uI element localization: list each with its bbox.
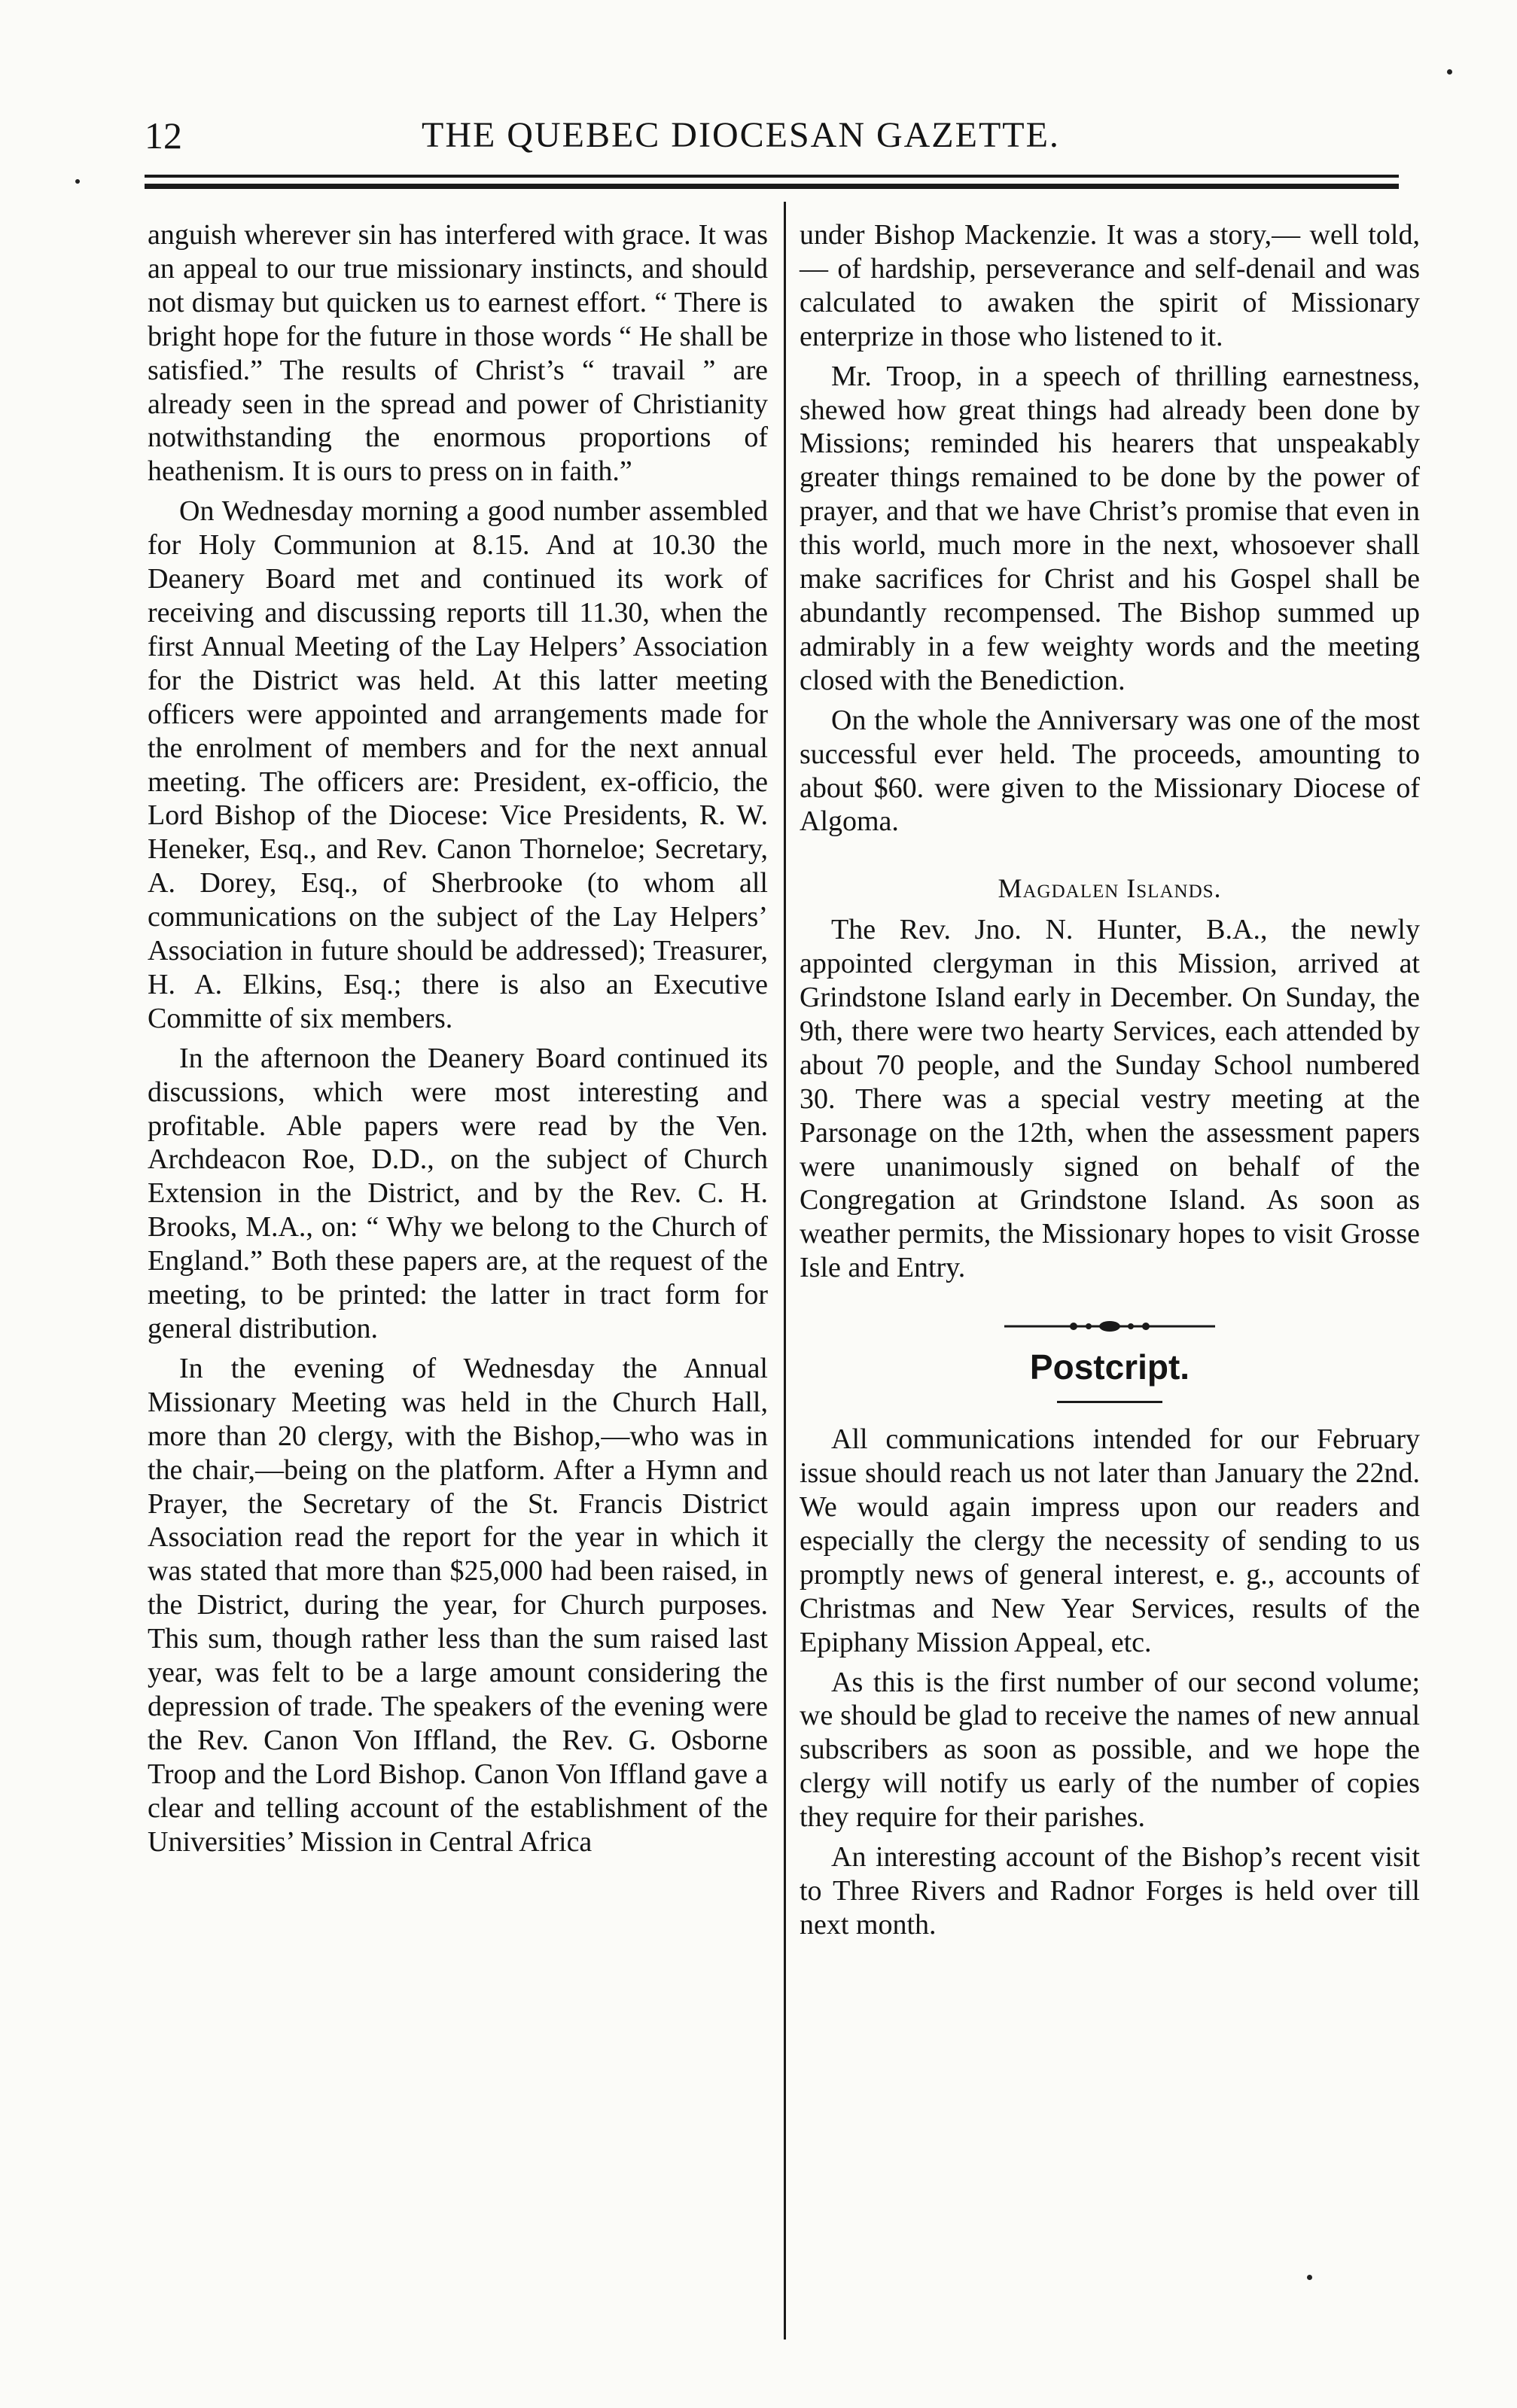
- right-paragraph-4: The Rev. Jno. N. Hunter, B.A., the newly appointed clergyman in this Mission, arrived at Grindstone Island early in December. On Sunday, the 9th, there were two hearty Services, each attended by about 70 people, and the Sunday School numbered 30. There was a special vestry meeting at the Parsonage on the 12th, when the assessment papers were unanimously signed on behalf of the Congregation at Grindstone Island. As soon as weather permits, the Missionary hopes to visit Grosse Isle and Entry.: [800, 914, 1420, 1284]
- right-paragraph-6: As this is the first number of our second volume; we should be glad to receive the names of new annual subscribers as soon as possible, and we hope the clergy will notify us early of the number of copies they require for their parishes.: [800, 1666, 1420, 1834]
- right-column: [800, 218, 1420, 1948]
- right-paragraph-1: under Bishop Mackenzie. It was a story,— well told, — of hardship, perseverance and self-denail and was calculated to awaken the spirit of Missionary enterprize in those who listened to it.: [800, 219, 1420, 352]
- header-rule-thin: [145, 175, 1399, 178]
- left-column: [148, 218, 768, 1865]
- right-paragraph-5: All communications intended for our February issue should reach us not later than January the 22nd. We would again impress upon our readers and especially the clergy the necessity of sending to us promptly news of general interest, e. g., accounts of Christmas and New Year Services, results of the Epiphany Mission Appeal, etc.: [800, 1423, 1420, 1658]
- left-paragraph-1: anguish wherever sin has interfered with grace. It was an appeal to our true missionary instincts, and should not dismay but quicken us to earnest effort. “ There is bright hope for the future in those words “ He shall be satisfied.” The results of Christ’s “ travail ” are already seen in the spread and power of Christianity notwithstanding the enormous proportions of heathenism. It is ours to press on in faith.”: [148, 219, 768, 488]
- right-paragraph-7: An interesting account of the Bishop’s recent visit to Three Rivers and Radnor Forges is held over till next month.: [800, 1841, 1420, 1941]
- header-rule-thick: [145, 184, 1399, 189]
- ornamental-divider-icon: [1004, 1315, 1215, 1338]
- right-paragraph-3: On the whole the Anniversary was one of the most successful ever held. The proceeds, amounting to about $60. were given to the Missionary Diocese of Algoma.: [800, 704, 1420, 838]
- ink-speck: [75, 179, 80, 184]
- column-divider: [784, 202, 786, 2340]
- page-number: 12: [145, 114, 182, 157]
- postscript-rule: [1057, 1401, 1162, 1403]
- ink-speck: [1447, 69, 1452, 75]
- right-paragraph-2: Mr. Troop, in a speech of thrilling earnestness, shewed how great things had already been done by Missions; reminded his hearers that unspeakably greater things remained to be done by the power of prayer, and that we have Christ’s promise that even in this world, much more in the next, whosoever shall make sacrifices for Christ and his Gospel shall be abundantly recompensed. The Bishop summed up admirably in a few weighty words and the meeting closed with the Benediction.: [800, 360, 1420, 696]
- left-paragraph-4: In the evening of Wednesday the Annual Missionary Meeting was held in the Church Hall, more than 20 clergy, with the Bishop,—who was in the chair,—being on the platform. After a Hymn and Prayer, the Secretary of the St. Francis District Association read the report for the year in which it was stated that more than $25,000 had been raised, in the District, during the year, for Church purposes. This sum, though rather less than the sum raised last year, was felt to be a large amount considering the depression of trade. The speakers of the evening were the Rev. Canon Von Iffland, the Rev. G. Osborne Troop and the Lord Bishop. Canon Von Iffland gave a clear and telling account of the establishment of the Universities’ Mission in Central Africa: [148, 1352, 768, 1858]
- running-head-title: THE QUEBEC DIOCESAN GAZETTE.: [422, 115, 1060, 155]
- left-paragraph-2: On Wednesday morning a good number assembled for Holy Communion at 8.15. And at 10.30 the Deanery Board met and continued its work of receiving and discussing reports till 11.30, when the first Annual Meeting of the Lay Helpers’ Association for the District was held. At this latter meeting officers were appointed and arrangements made for the enrolment of members and for the next annual meeting. The officers are: President, ex-officio, the Lord Bishop of the Diocese: Vice Presidents, R. W. Heneker, Esq., and Rev. Canon Thorneloe; Secretary, A. Dorey, Esq., of Sherbrooke (to whom all communications on the subject of the Lay Helpers’ Association in future should be addressed); Treasurer, H. A. Elkins, Esq.; there is also an Executive Committe of six members.: [148, 495, 768, 1034]
- ink-speck: [1307, 2275, 1312, 2280]
- postscript-heading: Postcript.: [1029, 1347, 1190, 1387]
- section-heading-magdalen-islands: Magdalen Islands.: [998, 873, 1222, 904]
- left-paragraph-3: In the afternoon the Deanery Board continued its discussions, which were most interesting and profitable. Able papers were read by the Ven. Archdeacon Roe, D.D., on the subject of Church Extension in the District, and by the Rev. C. H. Brooks, M.A., on: “ Why we belong to the Church of England.” Both these papers are, at the request of the meeting, to be printed: the latter in tract form for general distribution.: [148, 1042, 768, 1344]
